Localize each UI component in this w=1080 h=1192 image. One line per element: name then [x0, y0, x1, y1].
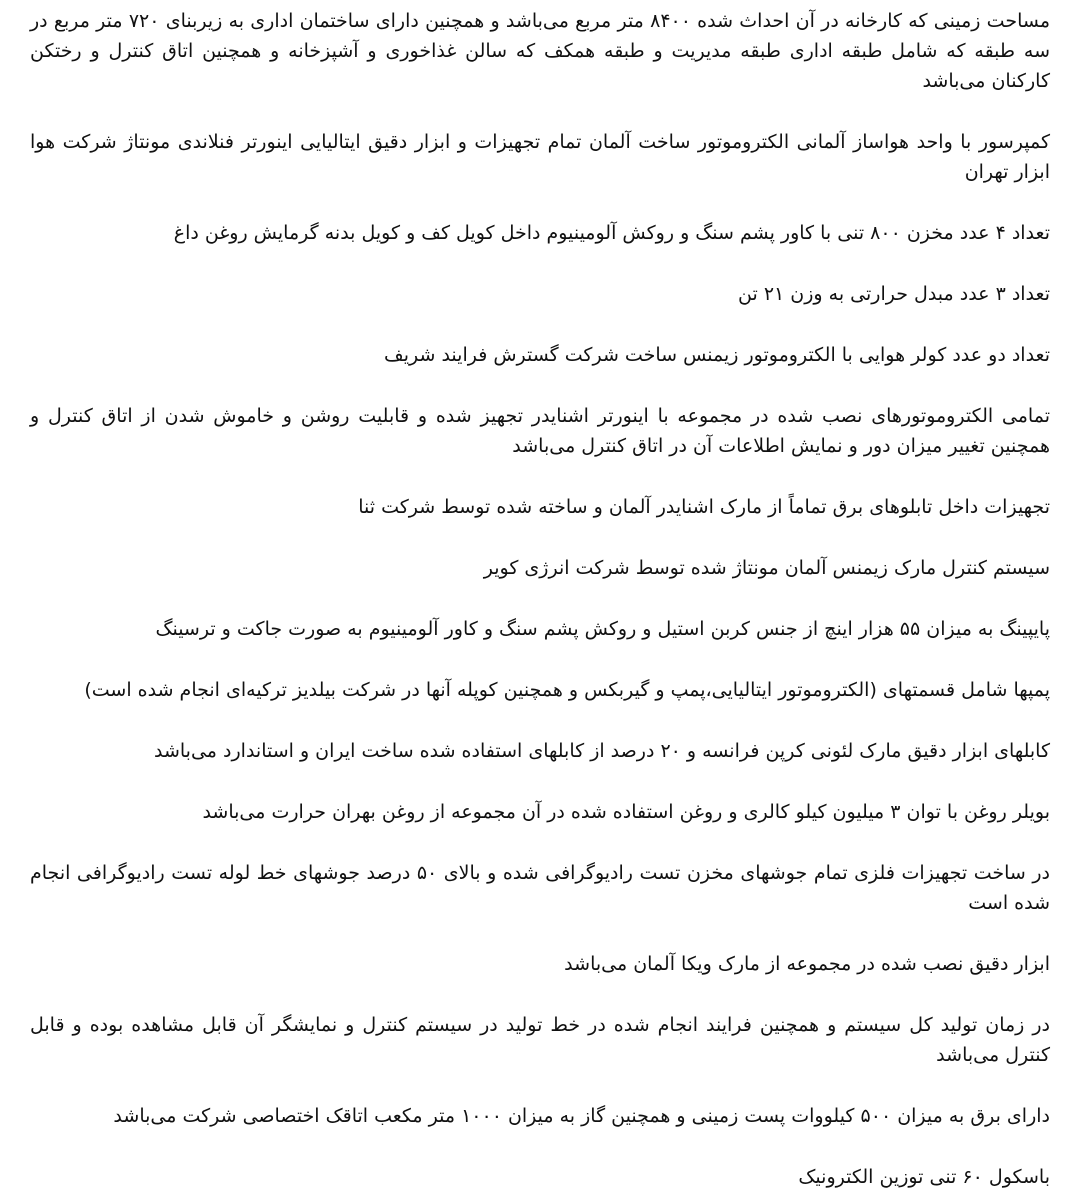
paragraph-electromotors: تمامی الکتروموتورهای نصب شده در مجموعه با اینورتر اشنایدر تجهیز شده و قابلیت روشن و خاموش شدن از اتاق کنترل و همچنین تغییر میزان دور و نمایش اطلاعات آن در اتاق کنترل می‌باشد	[30, 405, 1050, 457]
paragraph-air-coolers: تعداد دو عدد کولر هوایی با الکتروموتور زیمنس ساخت شرکت گسترش فرایند شریف	[384, 344, 1050, 366]
document-body	[30, 6, 1050, 1192]
paragraph-power-gas: دارای برق به میزان ۵۰۰ کیلووات پست زمینی و همچنین گاز به میزان ۱۰۰۰ متر مکعب اتاقک اختصاصی شرکت می‌باشد	[113, 1105, 1050, 1127]
paragraph-weighbridge: باسکول ۶۰ تنی توزین الکترونیک	[798, 1166, 1050, 1188]
paragraph-cables: کابلهای ابزار دقیق مارک لئونی کرپن فرانسه و ۲۰ درصد از کابلهای استفاده شده ساخت ایران و استاندارد می‌باشد	[154, 740, 1050, 762]
paragraph-oil-boiler: بویلر روغن با توان ۳ میلیون کیلو کالری و روغن استفاده شده در آن مجموعه از روغن بهران حرارت می‌باشد	[202, 801, 1050, 823]
paragraph-radiography: در ساخت تجهیزات فلزی تمام جوشهای مخزن تست رادیوگرافی شده و بالای ۵۰ درصد جوشهای خط لوله تست رادیوگرافی انجام شده است	[30, 862, 1050, 914]
paragraph-piping: پایپینگ به میزان ۵۵ هزار اینچ از جنس کربن استیل و روکش پشم سنگ و کاور آلومینیوم به صورت جاکت و ترسینگ	[155, 618, 1050, 640]
paragraph-production-monitoring: در زمان تولید کل سیستم و همچنین فرایند انجام شده در خط تولید در سیستم کنترل و نمایشگر آن قابل مشاهده بوده و قابل کنترل می‌باشد	[30, 1014, 1050, 1066]
paragraph-control-system: سیستم کنترل مارک زیمنس آلمان مونتاژ شده توسط شرکت انرژی کویر	[483, 557, 1050, 579]
paragraph-compressor: کمپرسور با واحد هواساز آلمانی الکتروموتور ساخت آلمان تمام تجهیزات و ابزار دقیق ایتالیایی اینورتر فنلاندی مونتاژ شرکت هوا ابزار تهران	[30, 131, 1050, 183]
paragraph-tanks: تعداد ۴ عدد مخزن ۸۰۰ تنی با کاور پشم سنگ و روکش آلومینیوم داخل کویل کف و کویل بدنه گرمایش روغن داغ	[173, 222, 1050, 244]
paragraph-electrical-panels: تجهیزات داخل تابلوهای برق تماماً از مارک اشنایدر آلمان و ساخته شده توسط شرکت ثنا	[358, 496, 1050, 518]
paragraph-land-area: مساحت زمینی که کارخانه در آن احداث شده ۸۴۰۰ متر مربع می‌باشد و همچنین دارای ساختمان اداری به زیربنای ۷۲۰ متر مربع در سه طبقه که شامل طبقه اداری طبقه مدیریت و طبقه همکف که سالن غذاخوری و آشپزخانه و همچنین اتاق کنترل و رختکن کارکنان می‌باشد	[30, 10, 1050, 92]
paragraph-instruments: ابزار دقیق نصب شده در مجموعه از مارک ویکا آلمان می‌باشد	[564, 953, 1050, 975]
paragraph-heat-exchangers: تعداد ۳ عدد مبدل حرارتی به وزن ۲۱ تن	[738, 283, 1050, 305]
paragraph-pumps: پمپها شامل قسمتهای (الکتروموتور ایتالیایی،پمپ و گیربکس و همچنین کوپله آنها در شرکت بیلدیز ترکیه‌ای انجام شده است)	[84, 679, 1050, 701]
